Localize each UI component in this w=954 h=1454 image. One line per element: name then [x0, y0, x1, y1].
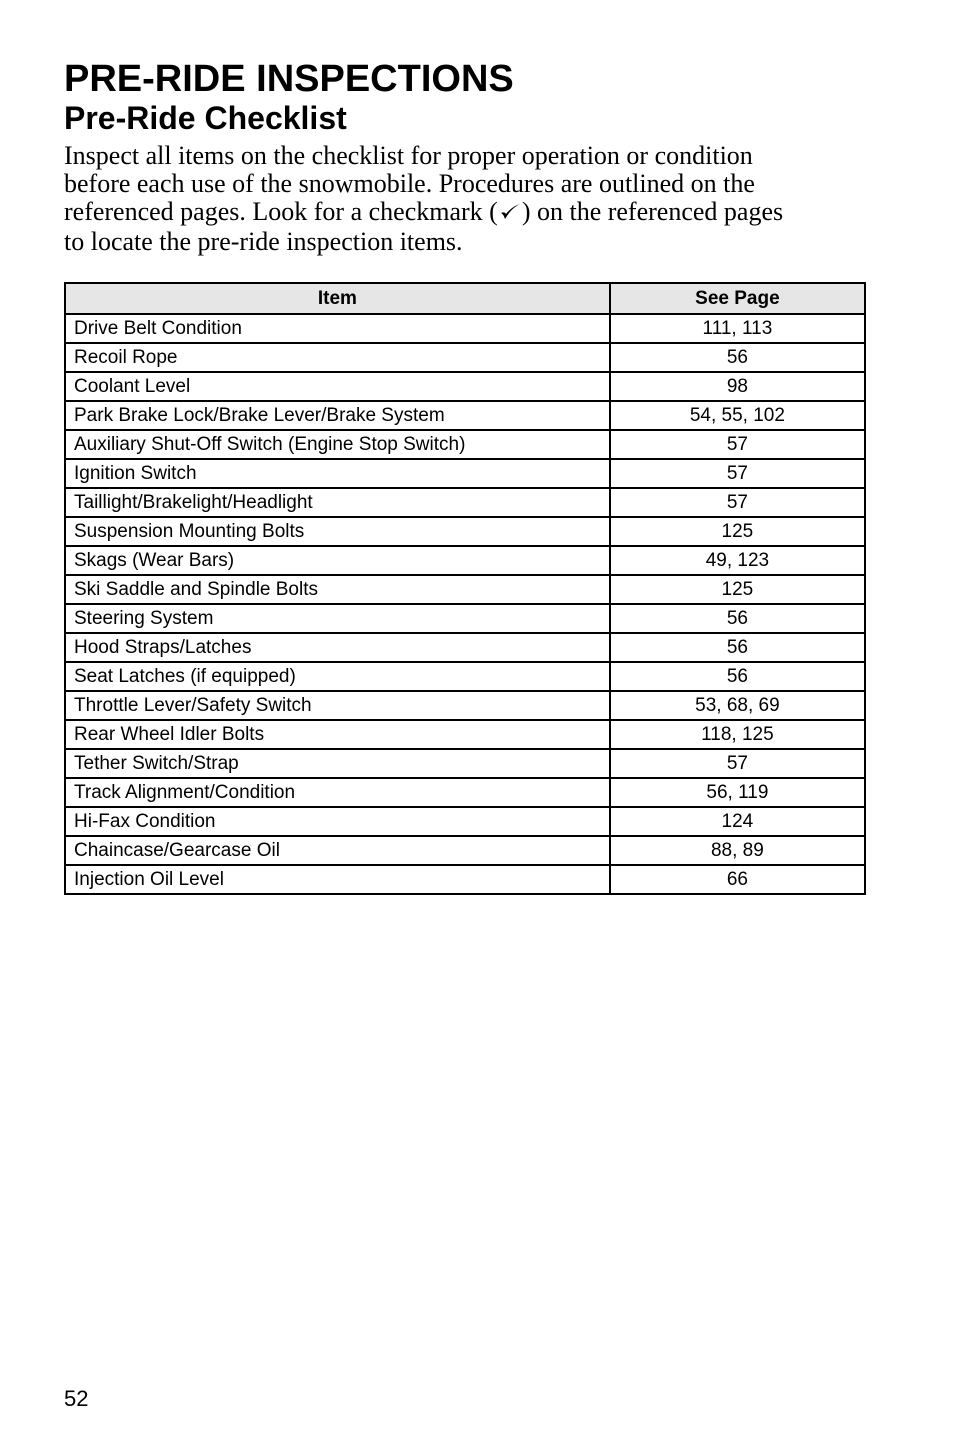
checklist-table [64, 282, 866, 895]
table-row [65, 546, 865, 575]
column-header-see-page: See Page [610, 283, 865, 314]
see-page-cell: 124 [610, 807, 865, 836]
item-cell: Hi-Fax Condition [65, 807, 610, 836]
item-cell: Auxiliary Shut-Off Switch (Engine Stop Switch) [65, 430, 610, 459]
table-row [65, 343, 865, 372]
item-cell: Throttle Lever/Safety Switch [65, 691, 610, 720]
table-row [65, 720, 865, 749]
table-row [65, 314, 865, 343]
item-cell: Coolant Level [65, 372, 610, 401]
checklist-body [65, 314, 865, 894]
item-cell: Hood Straps/Latches [65, 633, 610, 662]
item-cell: Injection Oil Level [65, 865, 610, 894]
column-header-item: Item [65, 283, 610, 314]
table-row [65, 749, 865, 778]
item-cell: Skags (Wear Bars) [65, 546, 610, 575]
item-cell: Drive Belt Condition [65, 314, 610, 343]
see-page-cell: 57 [610, 488, 865, 517]
item-cell: Taillight/Brakelight/Headlight [65, 488, 610, 517]
page-title: PRE-RIDE INSPECTIONS [64, 58, 514, 100]
intro-line-1: Inspect all items on the checklist for proper operation or condition [64, 141, 753, 170]
table-row [65, 691, 865, 720]
see-page-cell: 56, 119 [610, 778, 865, 807]
table-row [65, 662, 865, 691]
item-cell: Track Alignment/Condition [65, 778, 610, 807]
table-row [65, 430, 865, 459]
intro-line-3-end: ) on the referenced pages [521, 197, 784, 226]
see-page-cell: 125 [610, 517, 865, 546]
item-cell: Recoil Rope [65, 343, 610, 372]
see-page-cell: 56 [610, 633, 865, 662]
table-row [65, 372, 865, 401]
table-row [65, 836, 865, 865]
see-page-cell: 49, 123 [610, 546, 865, 575]
see-page-cell: 56 [610, 662, 865, 691]
see-page-cell: 88, 89 [610, 836, 865, 865]
intro-line-3 [64, 198, 864, 228]
item-cell: Tether Switch/Strap [65, 749, 610, 778]
see-page-cell: 57 [610, 430, 865, 459]
page-number: 52 [64, 1386, 89, 1411]
table-row [65, 488, 865, 517]
see-page-cell: 118, 125 [610, 720, 865, 749]
table-row [65, 401, 865, 430]
intro-paragraph [64, 142, 864, 256]
section-title: Pre-Ride Checklist [64, 100, 347, 136]
see-page-cell: 53, 68, 69 [610, 691, 865, 720]
intro-line-4: to locate the pre-ride inspection items. [64, 227, 463, 256]
item-cell: Ignition Switch [65, 459, 610, 488]
table-row [65, 517, 865, 546]
see-page-cell: 57 [610, 749, 865, 778]
table-row [65, 575, 865, 604]
item-cell: Park Brake Lock/Brake Lever/Brake System [65, 401, 610, 430]
intro-line-3-start: referenced pages. Look for a checkmark ( [64, 197, 498, 226]
see-page-cell: 57 [610, 459, 865, 488]
see-page-cell: 111, 113 [610, 314, 865, 343]
item-cell: Seat Latches (if equipped) [65, 662, 610, 691]
table-header-row [65, 283, 865, 314]
table-row [65, 778, 865, 807]
intro-line-2: before each use of the snowmobile. Procedures are outlined on the [64, 169, 755, 198]
table-row [65, 633, 865, 662]
see-page-cell: 54, 55, 102 [610, 401, 865, 430]
table-row [65, 865, 865, 894]
see-page-cell: 56 [610, 343, 865, 372]
checkmark-icon [499, 200, 521, 228]
table-row [65, 807, 865, 836]
see-page-cell: 56 [610, 604, 865, 633]
see-page-cell: 98 [610, 372, 865, 401]
see-page-cell: 125 [610, 575, 865, 604]
see-page-cell: 66 [610, 865, 865, 894]
table-row [65, 604, 865, 633]
item-cell: Ski Saddle and Spindle Bolts [65, 575, 610, 604]
item-cell: Steering System [65, 604, 610, 633]
table-row [65, 459, 865, 488]
item-cell: Suspension Mounting Bolts [65, 517, 610, 546]
item-cell: Rear Wheel Idler Bolts [65, 720, 610, 749]
item-cell: Chaincase/Gearcase Oil [65, 836, 610, 865]
